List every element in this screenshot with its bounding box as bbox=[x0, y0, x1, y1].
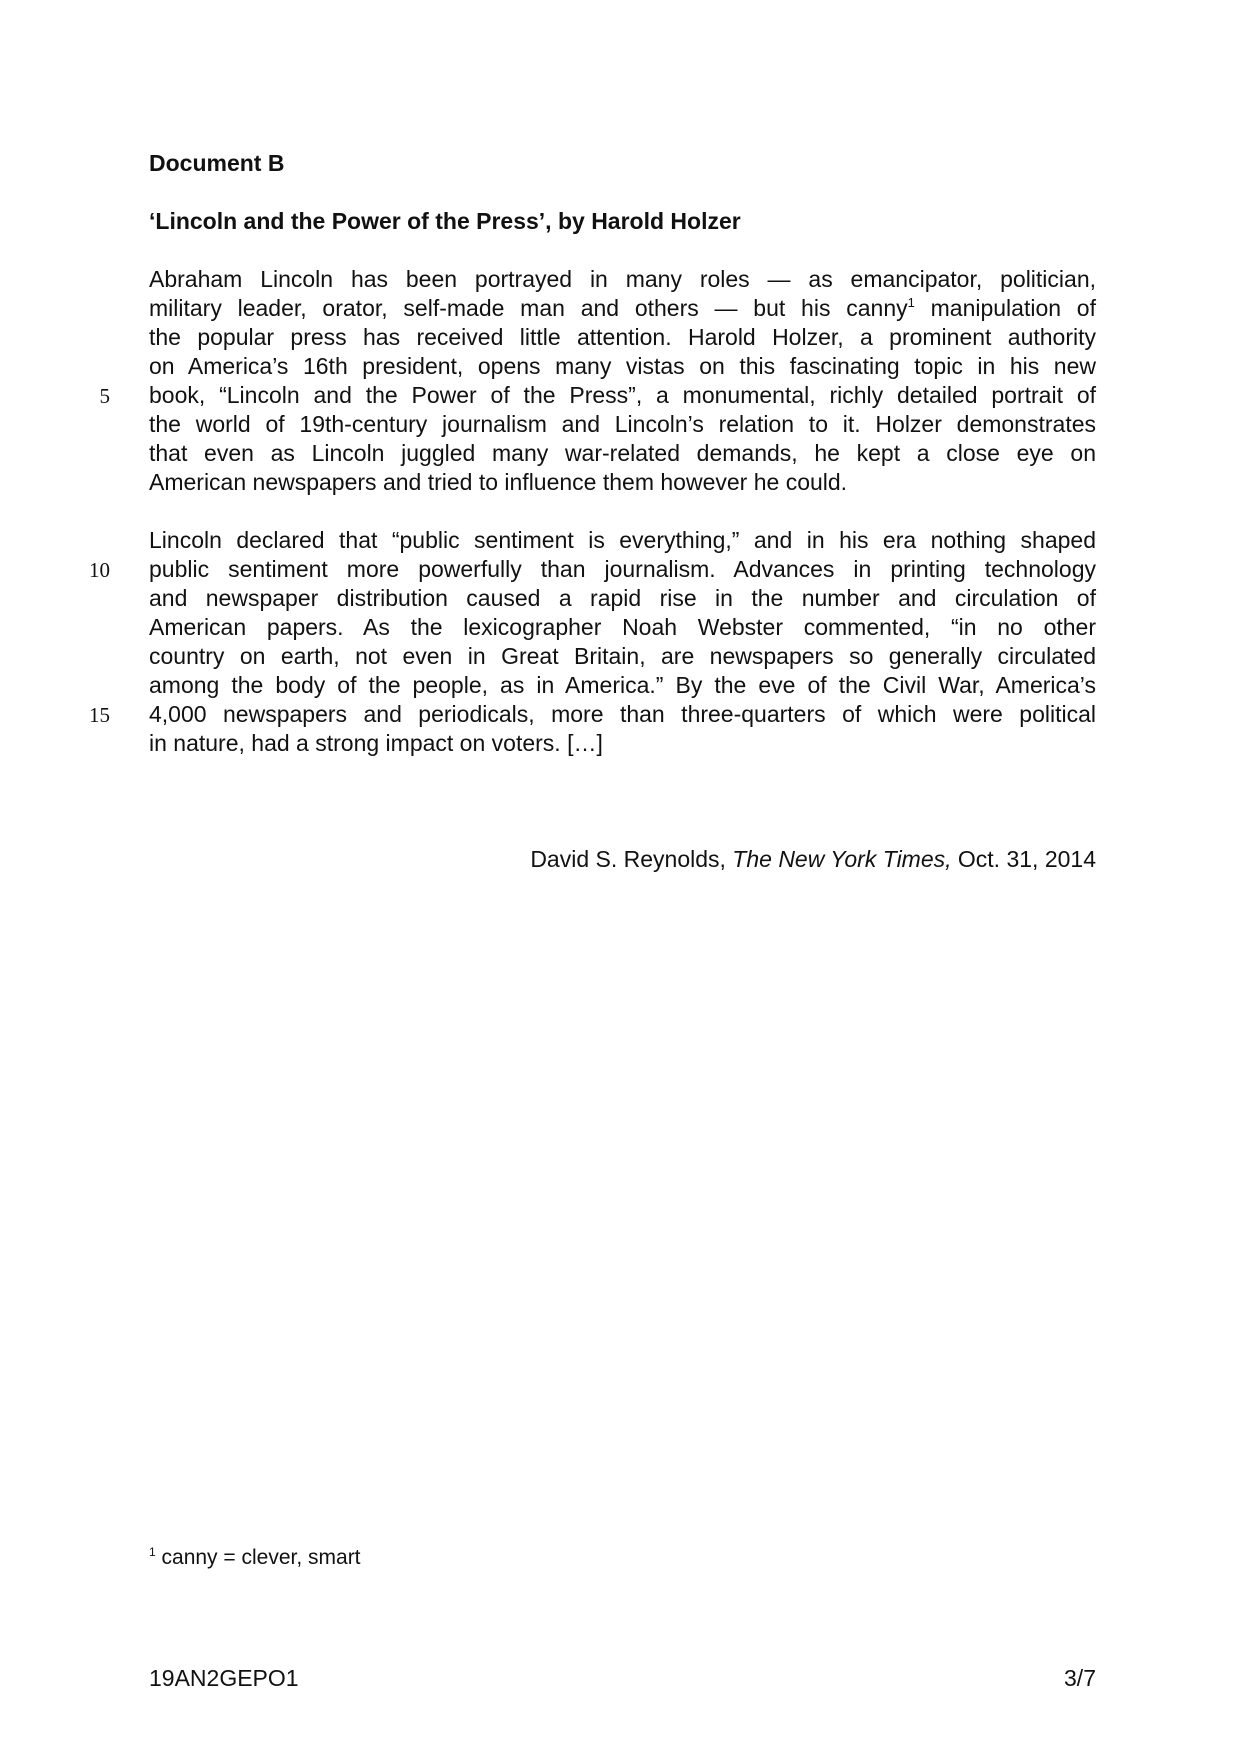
text-line: 4,000 newspapers and periodicals, more than three-quarters of which were political bbox=[149, 701, 1096, 727]
text-line: on America’s 16th president, opens many vistas on this fascinating topic in his new bbox=[149, 353, 1096, 379]
text-line: among the body of the people, as in America.” By the eve of the Civil War, America’s bbox=[149, 672, 1096, 698]
text-line: in nature, had a strong impact on voters. […] bbox=[149, 730, 603, 756]
text-line: public sentiment more powerfully than journalism. Advances in printing technology bbox=[149, 556, 1096, 582]
text-line: and newspaper distribution caused a rapid rise in the number and circulation of bbox=[149, 585, 1096, 611]
source-author: David S. Reynolds, bbox=[530, 846, 733, 872]
text-line: Lincoln declared that “public sentiment is everything,” and in his era nothing shaped bbox=[149, 527, 1096, 553]
line-number-10: 10 bbox=[89, 558, 110, 582]
footnote-text: canny = clever, smart bbox=[155, 1546, 361, 1569]
text-line: the popular press has received little attention. Harold Holzer, a prominent authority bbox=[149, 324, 1096, 350]
text-line: American newspapers and tried to influence them however he could. bbox=[149, 469, 848, 495]
source-publication: The New York Times, bbox=[732, 846, 952, 872]
document-title: ‘Lincoln and the Power of the Press’, by Harold Holzer bbox=[149, 208, 741, 234]
footer-document-code: 19AN2GEPO1 bbox=[149, 1665, 299, 1691]
footer-page-number: 3/7 bbox=[1064, 1665, 1096, 1691]
source-date: Oct. 31, 2014 bbox=[951, 846, 1096, 872]
footnote-marker: 1 bbox=[149, 1545, 156, 1559]
text-line: country on earth, not even in Great Britain, are newspapers so generally circulated bbox=[149, 643, 1096, 669]
text-line: book, “Lincoln and the Power of the Press”, a monumental, richly detailed portrait of bbox=[149, 382, 1096, 408]
text-line: American papers. As the lexicographer Noah Webster commented, “in no other bbox=[149, 614, 1096, 640]
text-line-part: manipulation of bbox=[914, 295, 1096, 321]
line-number-15: 15 bbox=[89, 703, 110, 727]
text-line: Abraham Lincoln has been portrayed in many roles — as emancipator, politician, bbox=[149, 266, 1096, 292]
line-number-5: 5 bbox=[99, 384, 110, 408]
document-label: Document B bbox=[149, 150, 285, 176]
source-attribution bbox=[530, 845, 1096, 874]
text-line bbox=[149, 294, 1096, 323]
text-line: that even as Lincoln juggled many war-related demands, he kept a close eye on bbox=[149, 440, 1096, 466]
text-line-part: military leader, orator, self-made man and others — but his canny bbox=[149, 295, 908, 321]
footnote bbox=[149, 1545, 361, 1571]
footnote-reference: 1 bbox=[907, 295, 915, 310]
text-line: the world of 19th-century journalism and Lincoln’s relation to it. Holzer demonstrates bbox=[149, 411, 1096, 437]
